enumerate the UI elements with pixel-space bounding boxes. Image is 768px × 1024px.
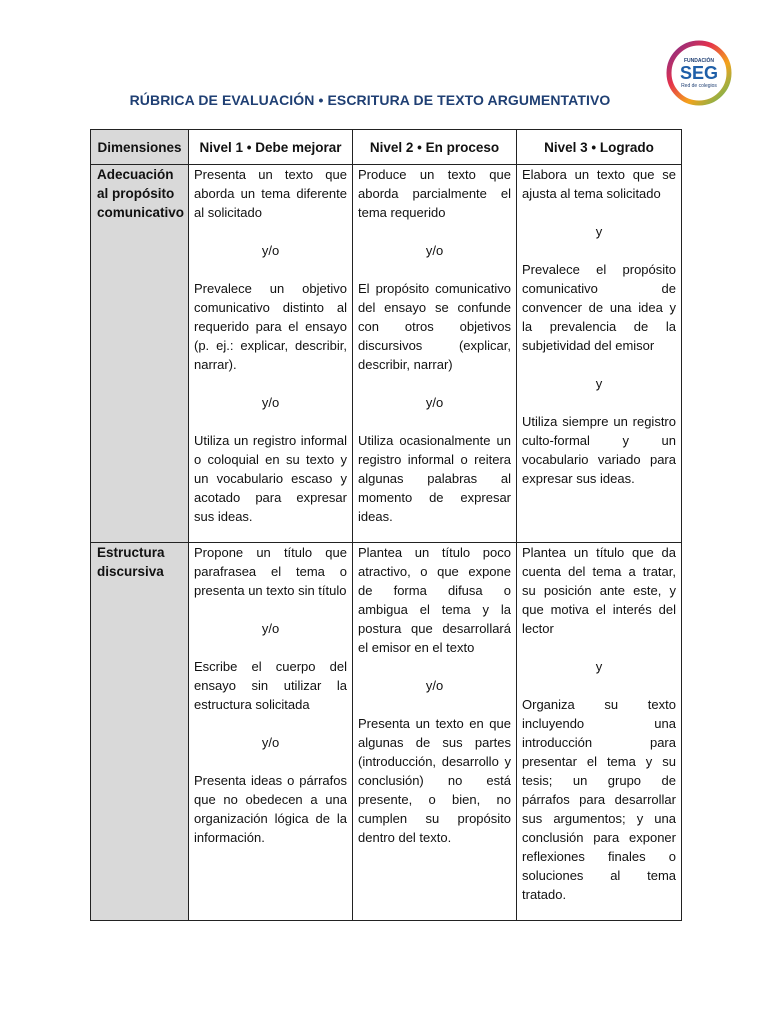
- criteria-cell: [353, 165, 517, 543]
- criteria-text: Prevalece el propósito comunicativo de convencer de una idea y la prevalencia de la subjetividad del emisor: [522, 262, 676, 353]
- connector-text: y: [595, 224, 603, 239]
- rubric-table: [90, 129, 682, 921]
- criteria-text: Utiliza siempre un registro culto-formal y un vocabulario variado para expresar sus ideas.: [522, 414, 676, 486]
- svg-text:SEG: SEG: [679, 63, 719, 83]
- dimension-label: Estructura discursiva: [91, 543, 189, 921]
- svg-text:Red de colegios: Red de colegios: [681, 83, 717, 89]
- criteria-text: Produce un texto que aborda parcialmente el tema requerido: [358, 167, 511, 220]
- connector-text: y/o: [261, 243, 280, 258]
- criteria-text: Propone un título que parafrasea el tema o presenta un texto sin título: [194, 545, 347, 598]
- connector-text: y/o: [261, 621, 280, 636]
- document-title: RÚBRICA DE EVALUACIÓN • ESCRITURA DE TEXTO ARGUMENTATIVO: [129, 92, 611, 108]
- criteria-cell: [517, 165, 682, 543]
- header-dimensiones: Dimensiones: [91, 130, 189, 165]
- connector-text: y/o: [261, 735, 280, 750]
- criteria-text: Presenta un texto en que algunas de sus partes (introducción, desarrollo y conclusión) no está presente, o bien, no cumplen su propósito dentro del texto.: [358, 716, 511, 845]
- criteria-text: Presenta ideas o párrafos que no obedecen a una organización lógica de la información.: [194, 773, 347, 845]
- connector-text: y/o: [425, 678, 444, 693]
- connector-text: y: [595, 376, 603, 391]
- table-row: [91, 543, 682, 921]
- criteria-cell: [517, 543, 682, 921]
- criteria-text: Presenta un texto que aborda un tema diferente al solicitado: [194, 167, 347, 220]
- criteria-text: Utiliza ocasionalmente un registro informal o reitera algunas palabras al momento de expresar ideas.: [358, 433, 511, 524]
- connector-text: y: [595, 659, 603, 674]
- criteria-text: Utiliza un registro informal o coloquial en su texto y un vocabulario escaso y acotado para expresar sus ideas.: [194, 433, 347, 524]
- criteria-text: Prevalece un objetivo comunicativo distinto al requerido para el ensayo (p. ej.: explicar, describir, narrar).: [194, 281, 347, 372]
- criteria-text: Escribe el cuerpo del ensayo sin utilizar la estructura solicitada: [194, 659, 347, 712]
- header-nivel-2: Nivel 2 • En proceso: [353, 130, 517, 165]
- table-row: [91, 165, 682, 543]
- header-nivel-1: Nivel 1 • Debe mejorar: [189, 130, 353, 165]
- criteria-cell: [353, 543, 517, 921]
- dimension-label: Adecuación al propósito comunicativo: [91, 165, 189, 543]
- criteria-text: El propósito comunicativo del ensayo se confunde con otros objetivos discursivos (explicar, describir, narrar): [358, 281, 511, 372]
- connector-text: y/o: [425, 243, 444, 258]
- connector-text: y/o: [425, 395, 444, 410]
- svg-text:FUNDACIÓN: FUNDACIÓN: [684, 58, 714, 64]
- criteria-cell: [189, 165, 353, 543]
- criteria-cell: [189, 543, 353, 921]
- connector-text: y/o: [261, 395, 280, 410]
- criteria-text: Plantea un título que da cuenta del tema a tratar, su posición ante este, y que motiva el interés del lector: [522, 545, 676, 636]
- header-row: [91, 130, 682, 165]
- criteria-text: Elabora un texto que se ajusta al tema solicitado: [522, 167, 676, 201]
- header-nivel-3: Nivel 3 • Logrado: [517, 130, 682, 165]
- criteria-text: Plantea un título poco atractivo, o que expone de forma difusa o ambigua el tema y la postura que desarrollará el emisor en el texto: [358, 545, 511, 655]
- criteria-text: Organiza su texto incluyendo una introducción para presentar el tema y su tesis; un grupo de párrafos para desarrollar sus argumentos; y una conclusión para exponer reflexiones finales o soluciones al tema tratado.: [522, 697, 676, 902]
